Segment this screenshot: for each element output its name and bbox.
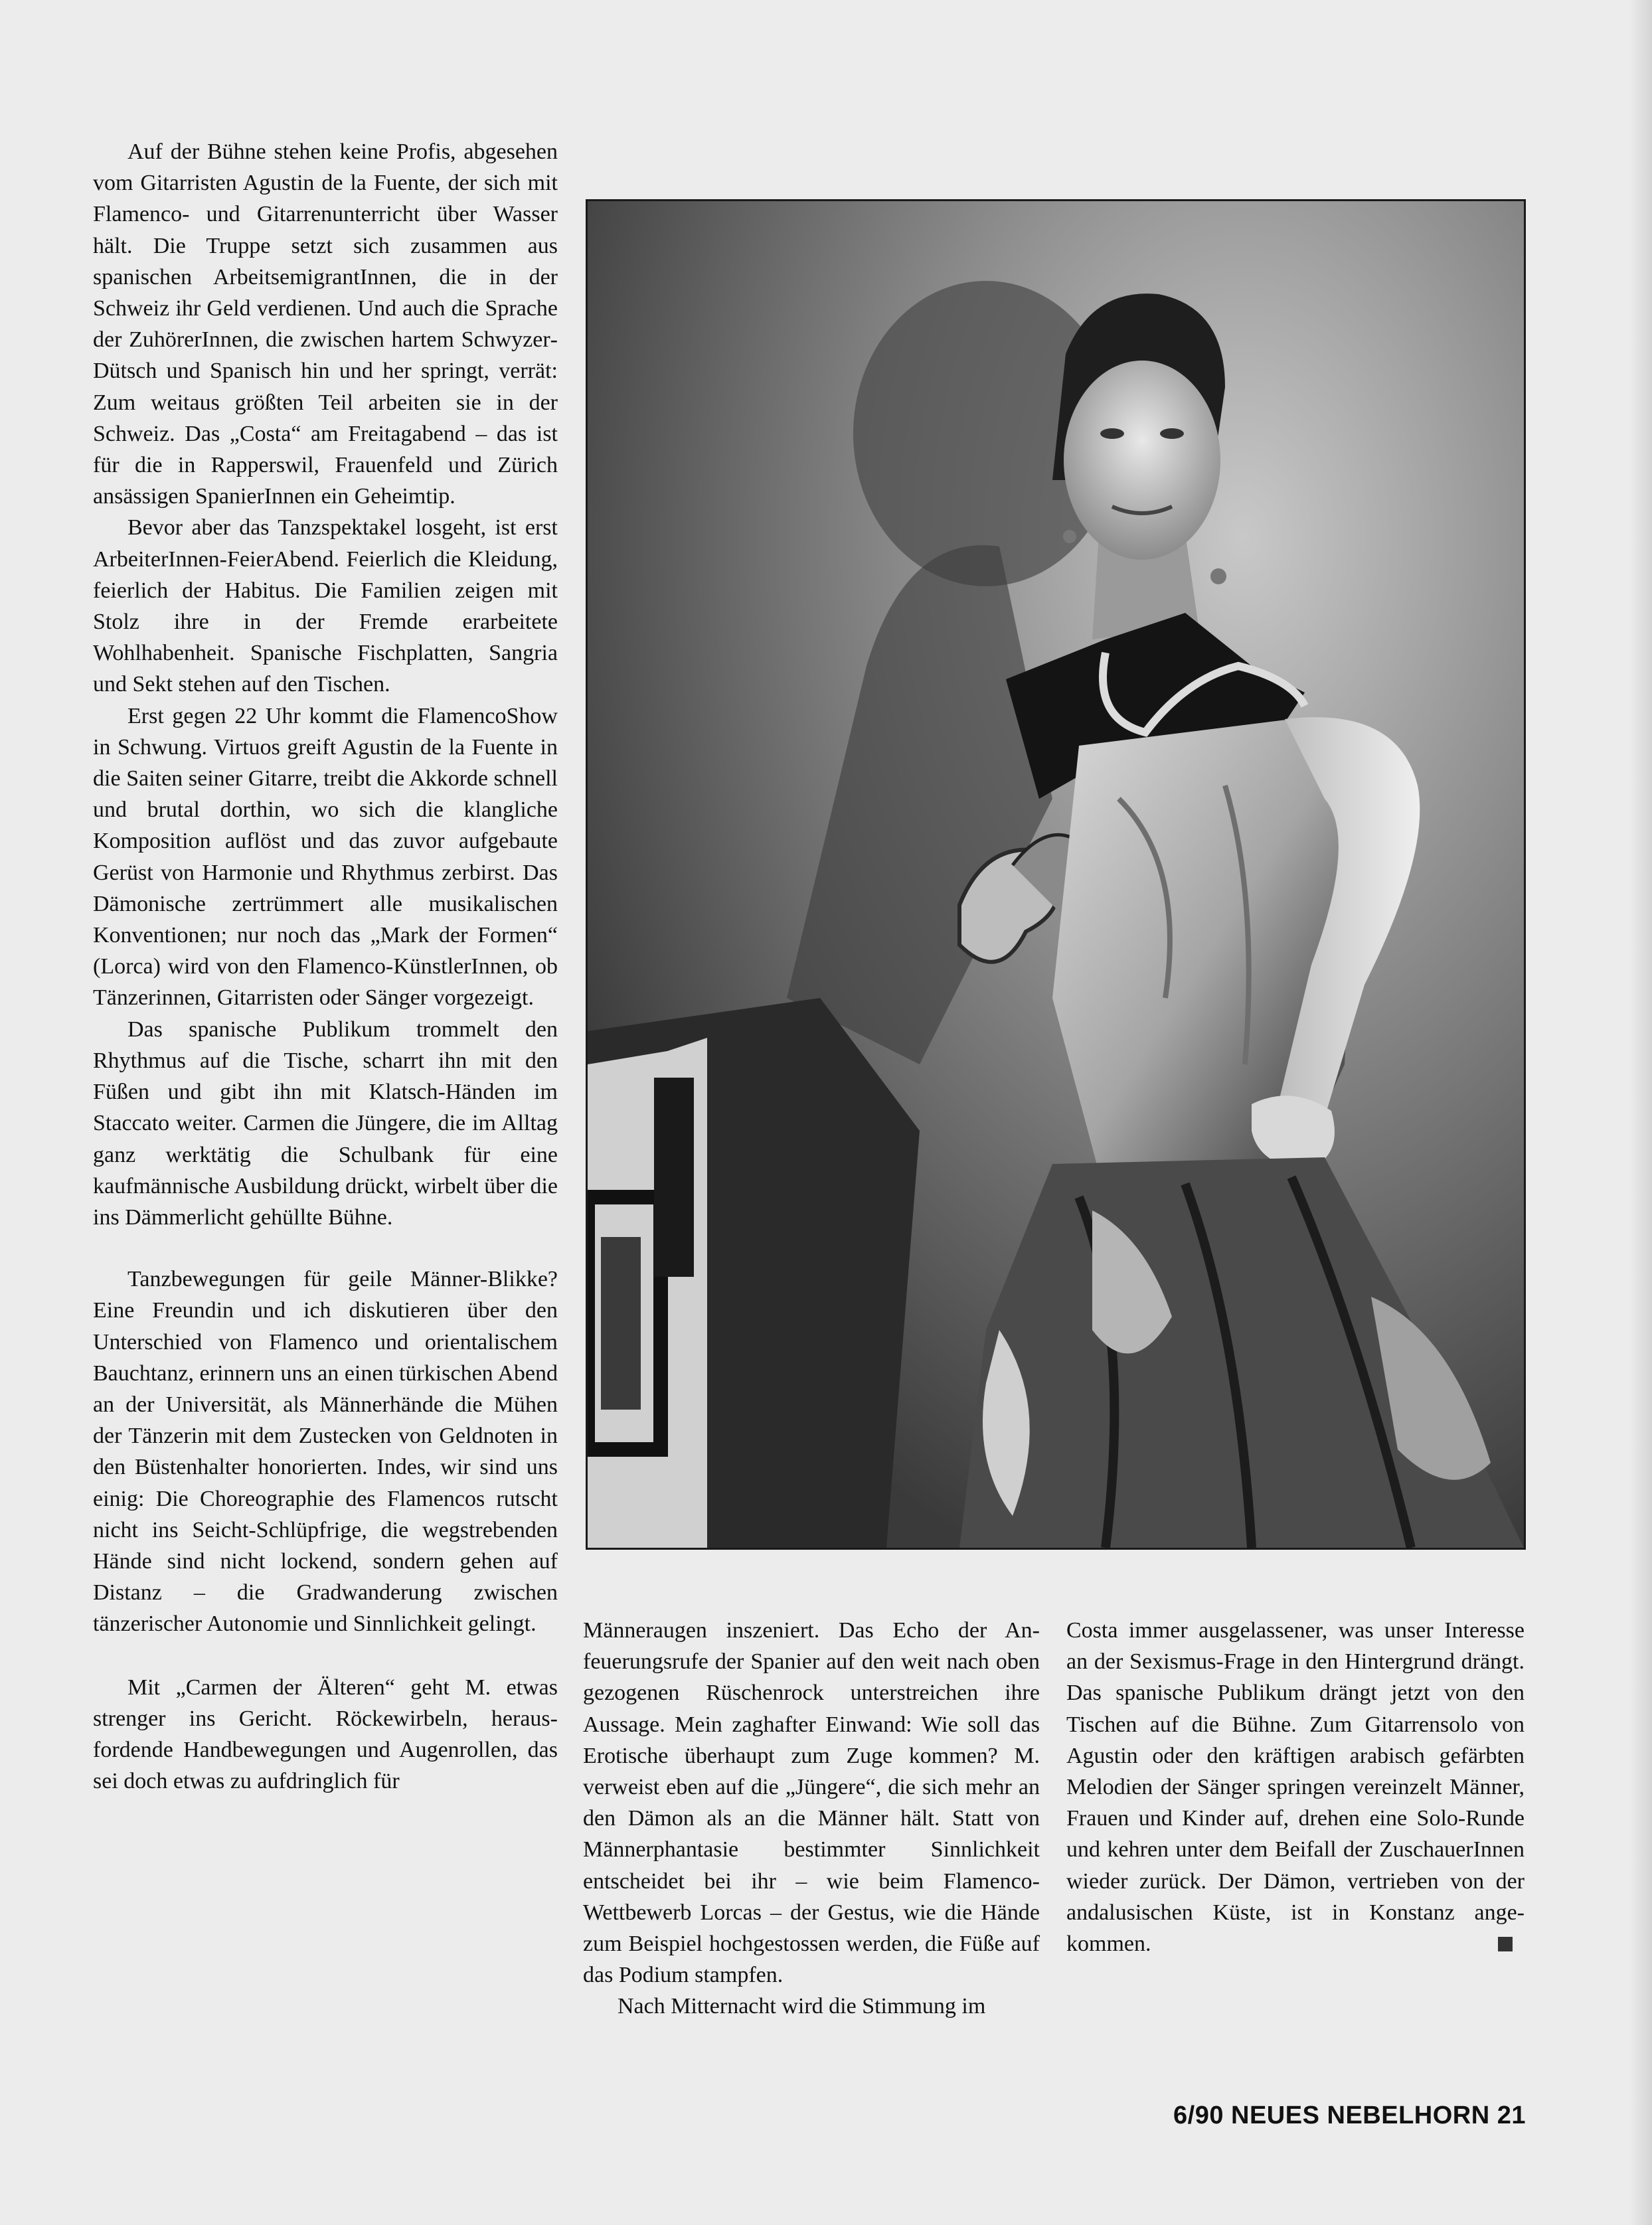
page-footer: 6/90 NEUES NEBELHORN 21 <box>1173 2101 1526 2129</box>
paragraph: Erst gegen 22 Uhr kommt die FlamencoShow in Schwung. Virtuos greift Agustin de la Fuente in die Saiten seiner Gitarre, treibt die Akkorde schnell und brutal dorthin, wo sich die klangliche Komposition auflöst und das zuvor aufgebaute Gerüst von Harmonie und Rhythmus zerbirst. Das Dämonische zertrümmert alle musikalischen Konventionen; nur noch das „Mark der Formen“ (Lorca) wird von den Flamenco-KünstlerInnen, ob Tänzerinnen, Gitarristen oder Sänger vorgezeigt. <box>93 703 558 1011</box>
left-text-column <box>93 136 558 1797</box>
paragraph: Das spanische Publikum trommelt den Rhythmus auf die Tische, scharrt ihn mit den Füßen und gibt ihn mit Klatsch-Händen im Staccato weiter. Carmen die Jüngere, die im Alltag ganz werktätig die Schulbank für eine kaufmännische Ausbildung drückt, wirbelt über die ins Dämmerlicht gehüllte Bühne. <box>93 1017 558 1230</box>
paragraph-text: Costa immer ausgelassener, was unser Interesse an der Sexismus-Frage in den Hintergrund drängt. Das spanische Publikum drängt jetzt von den Tischen auf die Bühne. Zum Gitarrensolo von Agustin oder den kräftigen arabisch gefärbten Melodien der Sänger springen vereinzelt Männer, Frauen und Kinder auf, drehen eine Solo-Runde und kehren unter dem Beifall der ZuschauerInnen wieder zurück. Der Dämon, vertrieben von der andalusischen Küste, ist in Konstanz angekommen. <box>1066 1618 1525 1957</box>
paragraph: Männeraugen inszeniert. Das Echo der Anfeuerungsrufe der Spanier auf den weit nach oben gezogenen Rüschenrock unterstreichen ihre Aussage. Mein zaghafter Einwand: Wie soll das Erotische überhaupt zum Zuge kommen? M. verweist eben auf die „Jüngere“, die sich mehr an den Dämon als an die Männer hält. Statt von Männerphantasie bestimmter Sinnlichkeit entscheidet bei ihr – wie beim Flamenco-Wettbewerb Lorcas – der Gestus, wie die Hände zum Beispiel hochgestossen werden, die Füße auf das Podium stampfen. <box>583 1618 1040 1988</box>
paragraph: Bevor aber das Tanzspektakel losgeht, ist erst ArbeiterInnen-FeierAbend. Feierlich die Kleidung, feierlich der Habitus. Die Familien zeigen mit Stolz ihre in der Fremde erarbeitete Wohlhabenheit. Spanische Fischplatten, Sangria und Sekt stehen auf den Tischen. <box>93 515 558 697</box>
paragraph: Nach Mitternacht wird die Stimmung im <box>618 1994 986 2019</box>
flamenco-dancer-photo <box>586 199 1526 1550</box>
page-edge-shadow <box>1629 0 1652 2225</box>
right-text-column <box>1066 1615 1525 1959</box>
end-mark-icon <box>1498 1937 1513 1951</box>
middle-text-column <box>583 1615 1040 2022</box>
paragraph: Tanzbewegungen für geile Männer-Blikke? Eine Freundin und ich diskutieren über den Unterschied von Flamenco und orientalischem Bauchtanz, erinnern uns an einen türkischen Abend an der Universität, als Männerhände die Mühen der Tänzerin mit dem Zustecken von Geldnoten in den Büstenhalter honorierten. Indes, wir sind uns einig: Die Choreographie des Flamencos rutscht nicht ins Seicht-Schlüpfrige, die wegstrebenden Hände sind nicht lockend, sondern gehen auf Distanz – die Gradwanderung zwischen tänzerischer Autonomie und Sinnlichkeit gelingt. <box>93 1267 558 1637</box>
paragraph: Auf der Bühne stehen keine Profis, abgesehen vom Gitarristen Agustin de la Fuente, der sich mit Flamenco- und Gitarrenunterricht über Wasser hält. Die Truppe setzt sich zusammen aus spanischen ArbeitsemigrantInnen, die in der Schweiz ihr Geld verdienen. Und auch die Sprache der ZuhörerInnen, die zwischen hartem SchwyzerDütsch und Spanisch hin und her springt, verrät: Zum weitaus größten Teil arbeiten sie in der Schweiz. Das „Costa“ am Freitagabend – das ist für die in Rapperswil, Frauenfeld und Zürich ansässigen SpanierInnen ein Geheimtip. <box>93 139 558 509</box>
paragraph <box>1066 1615 1525 1959</box>
paragraph: Mit „Carmen der Älteren“ geht M. etwas strenger ins Gericht. Röckewirbeln, herausfordende Handbewegungen und Augenrollen, das sei doch etwas zu aufdringlich für <box>93 1675 558 1794</box>
